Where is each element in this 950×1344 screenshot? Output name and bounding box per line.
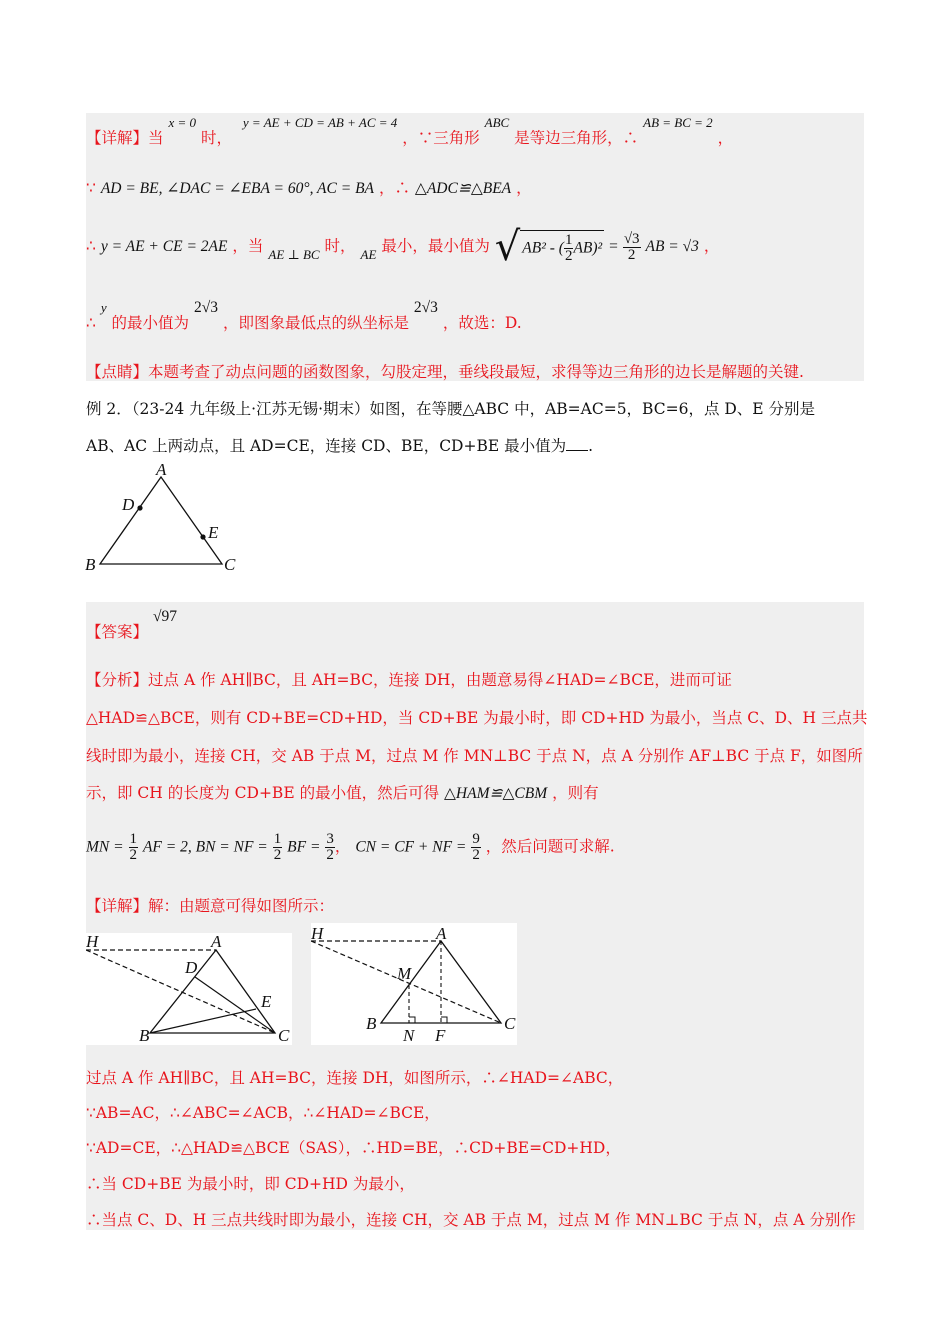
sqrt-expression: √ AB² - ( $\frac{1}{2}$ AB)² (494, 224, 603, 270)
fig1-label-A: A (211, 933, 222, 951)
detail2-tag: 【详解】 (86, 897, 149, 915)
analysis-line2: △HAD≌△BCE，则有 CD+BE=CD+HD，当 CD+BE 为最小时，即 CD+HD 为最小，当点 C、D、H 三点共 (86, 709, 868, 727)
comment-line: 【点睛】本题考查了动点问题的函数图象，勾股定理，垂线段最短，求得等边三角形的边长是解题的关键. (86, 363, 804, 381)
detail1-line2: ∵ AD = BE, ∠DAC = ∠EBA = 60°, AC = BA ，∴ △ADC≌△BEA ， (86, 179, 532, 197)
detail-tag: 【详解】 (86, 129, 149, 147)
fig2-label-N: N (403, 1026, 415, 1045)
comment-tag: 【点睛】 (86, 363, 149, 381)
ab-sqrt3: AB = √3 (645, 238, 699, 255)
analysis-line3: 线时即为最小，连接 CH，交 AB 于点 M，过点 M 作 MN⊥BC 于点 N，点 A 分别作 AF⊥BC 于点 F，如图所 (86, 747, 863, 765)
min-value: 2√3 (193, 299, 218, 316)
answer-blank (566, 438, 588, 451)
fig1-label-H: H (86, 933, 99, 951)
ae-label: AE (360, 247, 377, 262)
analysis-line5: MN = $\frac{1}{2}$ AF = 2, BN = NF = $\frac{1}{2}$ BF = $\frac{3}{2}$ ， CN = CF + NF = $\frac{9}{2}$ ，然后问题可求解. (86, 831, 615, 863)
example-line1: 例 2．（23-24 九年级上·江苏无锡·期末）如图，在等腰△ABC 中，AB=AC=5，BC=6，点 D、E 分别是 (86, 400, 816, 418)
example-line2: AB、AC 上两动点，且 AD=CE，连接 CD、BE，CD+BE 最小值为 . (86, 437, 594, 455)
figure-2 (86, 933, 292, 1045)
triangle-figure (84, 462, 254, 577)
fig1-label-D: D (185, 958, 198, 977)
figure-3 (311, 923, 517, 1045)
analysis-line1: 【分析】过点 A 作 AH∥BC，且 AH=BC，连接 DH，由题意易得∠HAD=∠BCE，进而可证 (86, 671, 732, 689)
answer-line (86, 608, 177, 642)
detail1-line1: 【详解】当 $^{x = 0}$ 时， $^{y = AE + CD = AB + AC = 4}$ ，∵三角形 $^{ABC}$ 是等边三角形，∴ $^{AB = BC = 2}$ ， (86, 115, 734, 147)
label-D: D (122, 495, 135, 514)
fig2-label-H: H (311, 924, 324, 943)
x-eq-zero: x = 0 (168, 115, 197, 130)
detail1-line3: ∴ y = AE + CE = 2AE ，当 $_{AE \perp BC}$ 时， $_{AE}$ 最小，最小值为 √ AB² - ( $\frac{1}{2}$ AB)² = $\frac{√3}{2}$ AB = √3 ， (86, 224, 720, 270)
fig2-label-C: C (504, 1014, 516, 1033)
ae-perp-bc: AE ⊥ BC (268, 247, 320, 262)
fig1-label-E: E (261, 992, 272, 1011)
fig2-label-A: A (436, 924, 447, 943)
detail2-s2: ∵AB=AC，∴∠ABC=∠ACB，∴∠HAD=∠BCE， (86, 1104, 440, 1122)
answer-value: √97 (152, 608, 177, 625)
answer-tag: 【答案】 (86, 623, 149, 641)
fig2-label-B: B (366, 1014, 377, 1033)
detail2-s4: ∴当 CD+BE 为最小时，即 CD+HD 为最小， (86, 1175, 415, 1193)
analysis-line4: 示，即 CH 的长度为 CD+BE 的最小值，然后可得 △HAM≌△CBM ，则有 (86, 784, 599, 802)
y-2ae: y = AE + CE = 2AE (100, 238, 228, 255)
detail2-s3: ∵AD=CE，∴△HAD≌△BCE（SAS），∴HD=BE，∴CD+BE=CD+HD， (86, 1139, 621, 1157)
angle-equation: AD = BE, ∠DAC = ∠EBA = 60°, AC = BA (100, 180, 375, 197)
congruence: △ADC≌△BEA (414, 180, 512, 197)
ab-eq-bc: AB = BC = 2 (643, 115, 713, 130)
analysis-tag: 【分析】 (86, 671, 149, 689)
fig1-label-C: C (278, 1026, 290, 1045)
detail2-s1: 过点 A 作 AH∥BC，且 AH=BC，连接 DH，如图所示，∴∠HAD=∠ABC， (86, 1069, 624, 1087)
abc-label: ABC (484, 115, 510, 130)
label-E: E (208, 523, 219, 542)
y-equation: y = AE + CD = AB + AC = 4 (242, 115, 398, 130)
fig2-label-M: M (397, 964, 412, 983)
label-B: B (85, 555, 96, 574)
fig2-label-F: F (435, 1026, 446, 1045)
detail2-s5: ∴当点 C、D、H 三点共线时即为最小，连接 CH，交 AB 于点 M，过点 M 作 MN⊥BC 于点 N，点 A 分别作 (86, 1211, 856, 1229)
label-A: A (156, 462, 167, 479)
detail1-line4: ∴ $^y$ 的最小值为 2√3 ，即图象最低点的纵坐标是 2√3 ，故选：D. (86, 299, 522, 332)
detail2-intro: 【详解】解：由题意可得如图所示： (86, 897, 335, 915)
label-C: C (224, 555, 236, 574)
fig1-label-B: B (139, 1026, 150, 1045)
